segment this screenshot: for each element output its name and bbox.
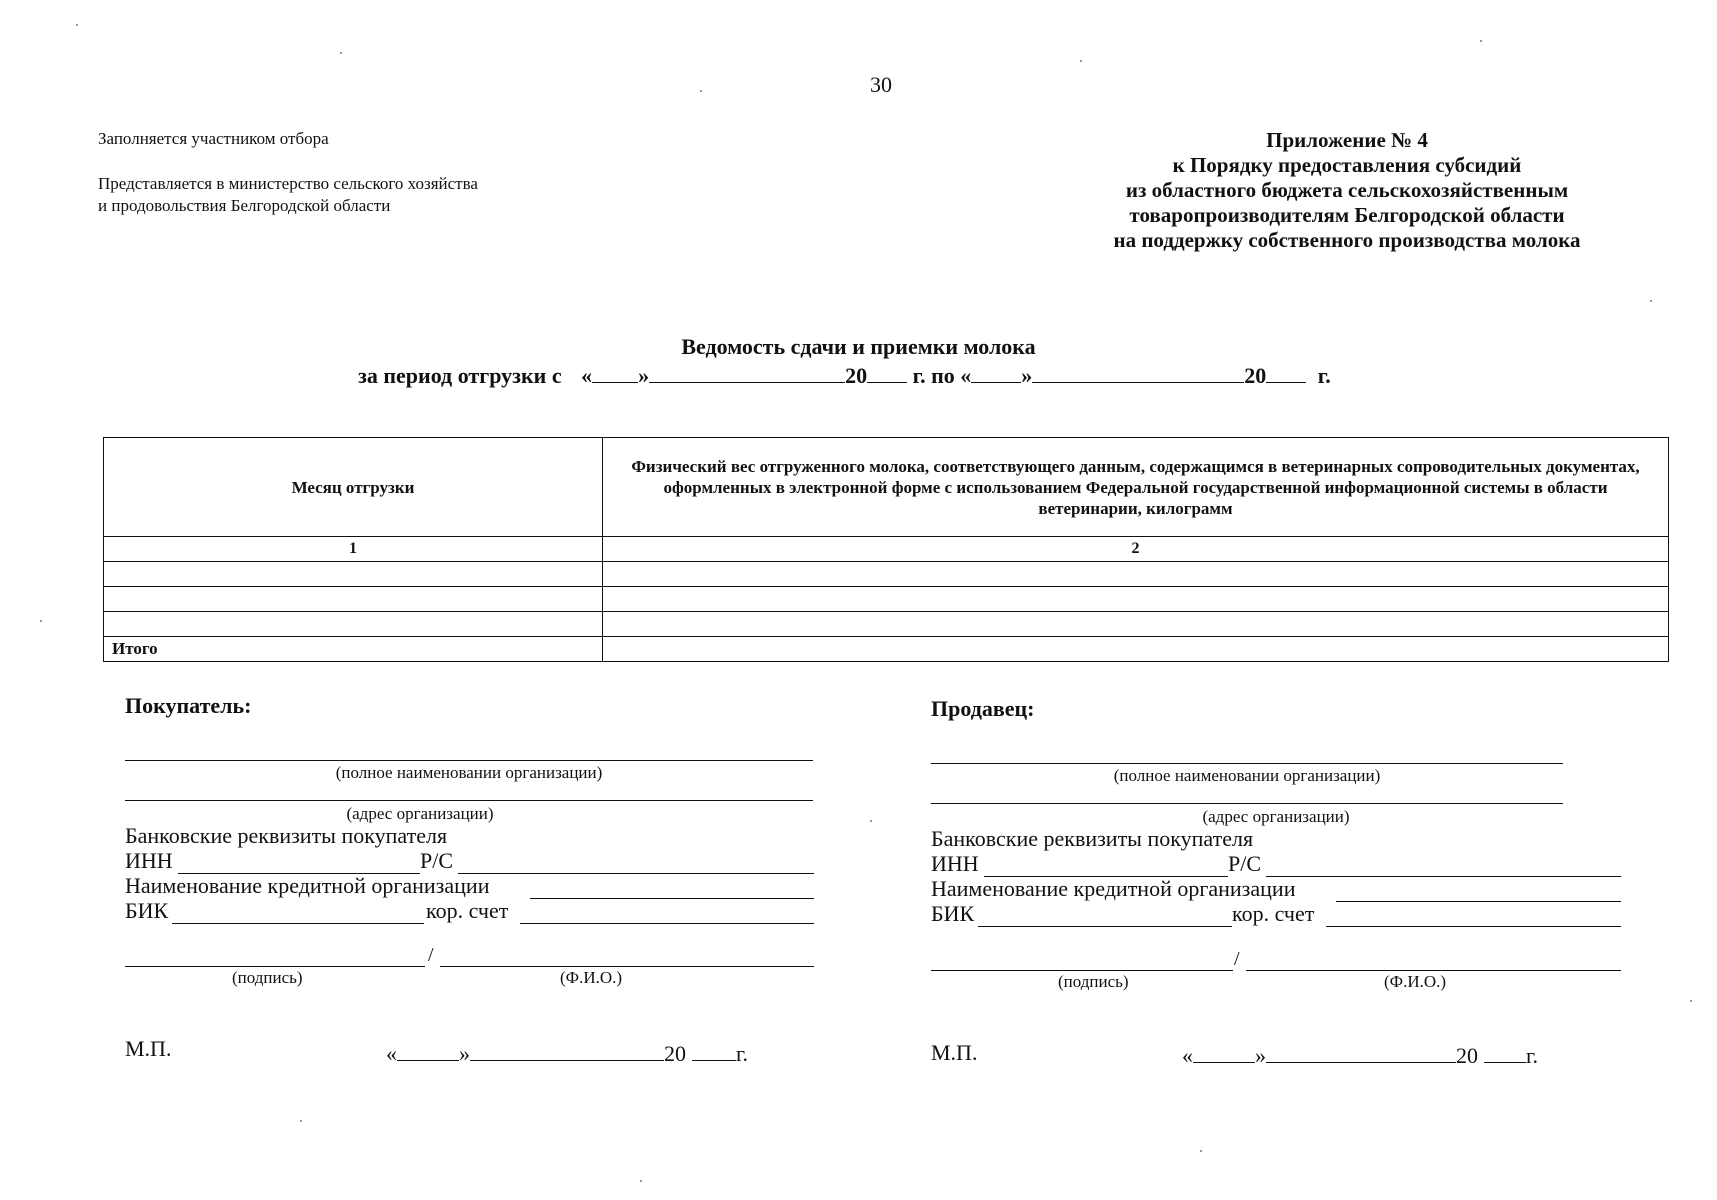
scan-speck (1200, 1150, 1202, 1152)
column-number-2: 2 (603, 537, 1669, 562)
seller-date-month-field[interactable] (1266, 1042, 1456, 1063)
total-row (104, 637, 1669, 662)
period-to-label: г. по « (912, 363, 972, 388)
seller-corr-account-label: кор. счет (1232, 901, 1315, 926)
table-row (104, 587, 1669, 612)
period-year-suffix: г. (1317, 363, 1331, 388)
scan-speck (76, 24, 78, 26)
scan-speck (870, 820, 872, 822)
seller-date-year-field[interactable] (1484, 1042, 1526, 1063)
statement-title: Ведомость сдачи и приемки молока (681, 334, 1036, 359)
weight-cell[interactable] (603, 612, 1669, 637)
seller-title: Продавец: (931, 696, 1035, 721)
period-from-year-prefix: 20 (845, 363, 868, 388)
seller-stamp-label: М.П. (931, 1040, 978, 1065)
scan-speck (1650, 300, 1652, 302)
buyer-bank-details-label: Банковские реквизиты покупателя (125, 823, 448, 848)
buyer-address-field[interactable] (125, 800, 813, 801)
appendix-number: Приложение № 4 (1266, 128, 1428, 152)
buyer-org-caption: (полное наименовании организации) (335, 763, 603, 782)
period-from-close-quote: » (638, 363, 650, 388)
buyer-date-month-field[interactable] (470, 1040, 664, 1061)
period-to-close-quote: » (1021, 363, 1033, 388)
buyer-inn-label: ИНН (125, 848, 173, 873)
seller-date-day-field[interactable] (1193, 1042, 1255, 1063)
seller-date (1182, 1042, 1538, 1069)
seller-signature-caption: (подпись) (1058, 972, 1129, 991)
seller-address-field[interactable] (931, 803, 1563, 804)
seller-bik-label: БИК (931, 901, 975, 926)
seller-credit-org-field[interactable] (1336, 901, 1621, 902)
period-from-year-field[interactable] (867, 362, 907, 383)
submitted-to-note-line1: Представляется в министерство сельского хозяйства (98, 174, 478, 193)
header-shipment-month: Месяц отгрузки (104, 438, 603, 537)
seller-date-close-quote: » (1255, 1043, 1266, 1068)
period-from-day-field[interactable] (592, 362, 638, 383)
buyer-corr-account-label: кор. счет (426, 898, 509, 923)
buyer-date-year-field[interactable] (692, 1040, 736, 1061)
seller-signature-field[interactable] (931, 970, 1233, 971)
appendix-header (1067, 128, 1627, 253)
buyer-rs-label: Р/С (420, 848, 454, 873)
period-to-year-prefix: 20 (1244, 363, 1267, 388)
weight-cell[interactable] (603, 562, 1669, 587)
scan-speck (1080, 60, 1082, 62)
buyer-date-day-field[interactable] (397, 1040, 459, 1061)
seller-org-caption: (полное наименовании организации) (1113, 766, 1381, 785)
buyer-credit-org-label: Наименование кредитной организации (125, 873, 490, 898)
buyer-rs-field[interactable] (458, 873, 814, 874)
scan-speck (340, 52, 342, 54)
column-number-1: 1 (104, 537, 603, 562)
milk-shipment-table (103, 437, 1669, 662)
buyer-date (386, 1040, 748, 1067)
buyer-signature-field[interactable] (125, 966, 425, 967)
seller-date-suffix: г. (1526, 1043, 1539, 1068)
period-from-month-field[interactable] (649, 362, 845, 383)
buyer-date-suffix: г. (736, 1041, 749, 1066)
seller-corr-account-field[interactable] (1326, 926, 1621, 927)
scan-speck (640, 1180, 642, 1182)
seller-rs-field[interactable] (1266, 876, 1621, 877)
seller-org-name-field[interactable] (931, 763, 1563, 764)
month-cell[interactable] (104, 587, 603, 612)
buyer-signature-caption: (подпись) (232, 968, 303, 987)
table-header-row (104, 438, 1669, 537)
period-from-open-quote: « (581, 363, 593, 388)
seller-bank-details-label: Банковские реквизиты покупателя (931, 826, 1254, 851)
submitted-to-note-line2: и продовольствия Белгородской области (98, 196, 391, 215)
buyer-corr-account-field[interactable] (520, 923, 814, 924)
buyer-date-close-quote: » (459, 1041, 470, 1066)
table-row (104, 612, 1669, 637)
scan-speck (1690, 1000, 1692, 1002)
scan-speck (300, 1120, 302, 1122)
buyer-fio-field[interactable] (440, 966, 814, 967)
buyer-signature-slash: / (428, 944, 434, 966)
seller-inn-label: ИНН (931, 851, 979, 876)
weight-cell[interactable] (603, 587, 1669, 612)
scan-speck (700, 90, 702, 92)
seller-date-open-quote: « (1182, 1043, 1193, 1068)
filled-by-note: Заполняется участником отбора (98, 129, 329, 148)
appendix-line4: товаропроизводителям Белгородской области (1129, 203, 1565, 227)
period-prefix: за период отгрузки с (358, 363, 562, 388)
seller-credit-org-label: Наименование кредитной организации (931, 876, 1296, 901)
appendix-line5: на поддержку собственного производства молока (1113, 228, 1581, 252)
period-to-day-field[interactable] (971, 362, 1021, 383)
seller-fio-field[interactable] (1246, 970, 1621, 971)
appendix-line3: из областного бюджета сельскохозяйственным (1125, 178, 1569, 202)
buyer-date-year-prefix: 20 (664, 1041, 686, 1066)
table-row (104, 562, 1669, 587)
buyer-bik-field[interactable] (172, 923, 424, 924)
shipment-period-line (358, 362, 1331, 389)
appendix-line2: к Порядку предоставления субсидий (1172, 153, 1522, 177)
total-weight-cell[interactable] (603, 637, 1669, 662)
month-cell[interactable] (104, 562, 603, 587)
buyer-date-open-quote: « (386, 1041, 397, 1066)
buyer-credit-org-field[interactable] (530, 898, 814, 899)
buyer-org-name-field[interactable] (125, 760, 813, 761)
seller-bik-field[interactable] (978, 926, 1232, 927)
seller-address-caption: (адрес организации) (1202, 807, 1350, 826)
buyer-stamp-label: М.П. (125, 1036, 172, 1061)
seller-fio-caption: (Ф.И.О.) (1384, 972, 1447, 991)
seller-rs-label: Р/С (1228, 851, 1262, 876)
period-to-month-field[interactable] (1032, 362, 1244, 383)
scan-speck (40, 620, 42, 622)
scan-speck (1480, 40, 1482, 42)
seller-date-year-prefix: 20 (1456, 1043, 1478, 1068)
month-cell[interactable] (104, 612, 603, 637)
buyer-title: Покупатель: (125, 693, 252, 718)
seller-signature-slash: / (1234, 948, 1240, 970)
page-number: 30 (870, 72, 892, 97)
header-milk-weight: Физический вес отгруженного молока, соответствующего данным, содержащимся в ветеринарных сопроводительных документах, оформленных в электронной форме с использованием Федеральной государственной информационной системы в области ветеринарии, килограмм (603, 438, 1669, 537)
total-label: Итого (104, 637, 603, 662)
buyer-bik-label: БИК (125, 898, 169, 923)
column-number-row (104, 537, 1669, 562)
period-to-year-field[interactable] (1266, 362, 1306, 383)
buyer-fio-caption: (Ф.И.О.) (560, 968, 623, 987)
buyer-address-caption: (адрес организации) (346, 804, 494, 823)
